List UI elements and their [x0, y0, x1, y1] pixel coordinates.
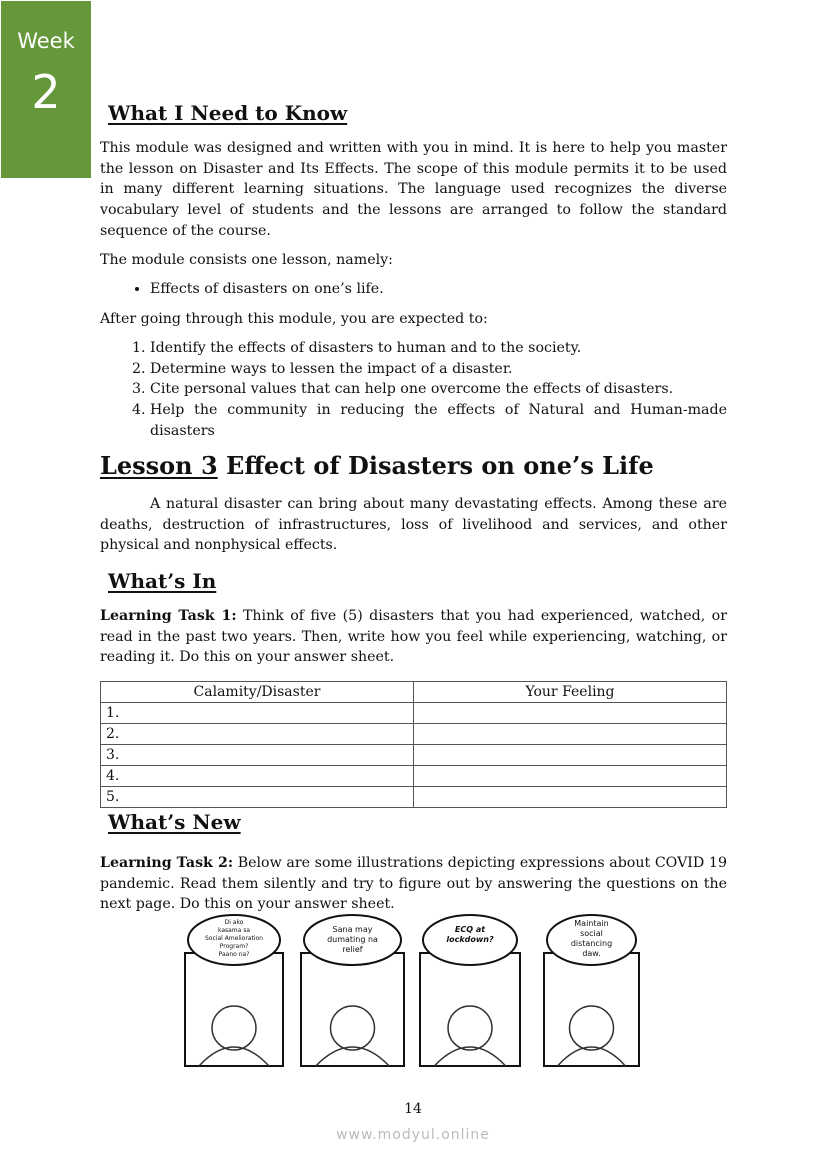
task-text: Think of five (5) disasters that you had experienced, watched, or read in the past two years. Then, write how you feel while experiencing, watching, or reading it. Do this on your answer sheet. [100, 608, 727, 666]
table-row [101, 703, 727, 724]
task-text: Below are some illustrations depicting expressions about COVID 19 pandemic. Read them silently and try to figure out by answering the questions on the next page. Do this on your answer sheet. [100, 855, 727, 913]
table-cell: 2. [101, 724, 414, 745]
speech-bubble-text: Sana may dumating na relief [327, 925, 378, 954]
list-item: 3. Cite personal values that can help one overcome the effects of disasters. [150, 379, 727, 400]
task-label: Learning Task 1: [100, 608, 237, 624]
table-cell [414, 766, 727, 787]
module-consists-text: The module consists one lesson, namely: [100, 252, 393, 268]
task-label: Learning Task 2: [100, 855, 234, 871]
page-number: 14 [404, 1101, 422, 1117]
table-cell: 4. [101, 766, 414, 787]
week-badge [1, 1, 91, 178]
list-item: 1. Identify the effects of disasters to human and to the society. [150, 338, 727, 359]
section-heading-whats-new: What’s New [108, 810, 241, 834]
comic-panel [419, 913, 521, 1072]
table-row [101, 745, 727, 766]
table-row [101, 766, 727, 787]
disaster-feeling-table [100, 681, 727, 808]
speech-bubble-text: Maintain social distancing daw. [570, 919, 613, 958]
intro-paragraph: This module was designed and written with you in mind. It is here to help you master the lesson on Disaster and Its Effects. The scope of this module permits it to be used in many different learning situations. The language used recognizes the diverse vocabulary level of students and the lessons are arranged to follow the standard sequence of the course. [100, 140, 727, 239]
table-cell: 3. [101, 745, 414, 766]
learning-task-2 [100, 853, 727, 915]
list-item: • Effects of disasters on one’s life. [150, 279, 710, 300]
week-label: Week [17, 29, 75, 53]
lesson-label: Lesson 3 [100, 451, 218, 480]
lesson-paragraph: A natural disaster can bring about many devastating effects. Among these are deaths, destruction of infrastructures, loss of livelihood and services, and other physical and nonphysical effects. [100, 496, 727, 554]
table-cell [414, 703, 727, 724]
objectives-list [150, 338, 727, 442]
table-header-row [101, 682, 727, 703]
table-cell: 5. [101, 787, 414, 808]
lesson-title [100, 451, 654, 480]
comic-panel [184, 913, 284, 1072]
section-heading-what-i-need-to-know: What I Need to Know [108, 101, 348, 125]
week-number: 2 [31, 65, 61, 119]
comic-panel [543, 913, 640, 1072]
column-header: Calamity/Disaster [101, 682, 414, 703]
list-item: 2. Determine ways to lessen the impact of a disaster. [150, 359, 727, 380]
table-cell [414, 787, 727, 808]
comic-panel [300, 913, 405, 1072]
after-text: After going through this module, you are expected to: [100, 311, 488, 327]
lesson-list [150, 279, 710, 300]
section-heading-whats-in: What’s In [108, 569, 217, 593]
list-item: 4. Help the community in reducing the effects of Natural and Human-made disasters [150, 400, 727, 441]
table-row [101, 724, 727, 745]
speech-bubble-text: ECQ at lockdown? [446, 925, 494, 944]
learning-task-1 [100, 606, 727, 668]
speech-bubble-text: Di ako kasama sa Social Amelioration Program? Paano na? [205, 919, 263, 958]
table-cell [414, 745, 727, 766]
lesson-name: Effect of Disasters on one’s Life [226, 451, 654, 480]
table-cell [414, 724, 727, 745]
column-header: Your Feeling [414, 682, 727, 703]
watermark: www.modyul.online [336, 1127, 490, 1143]
table-row [101, 787, 727, 808]
table-cell: 1. [101, 703, 414, 724]
